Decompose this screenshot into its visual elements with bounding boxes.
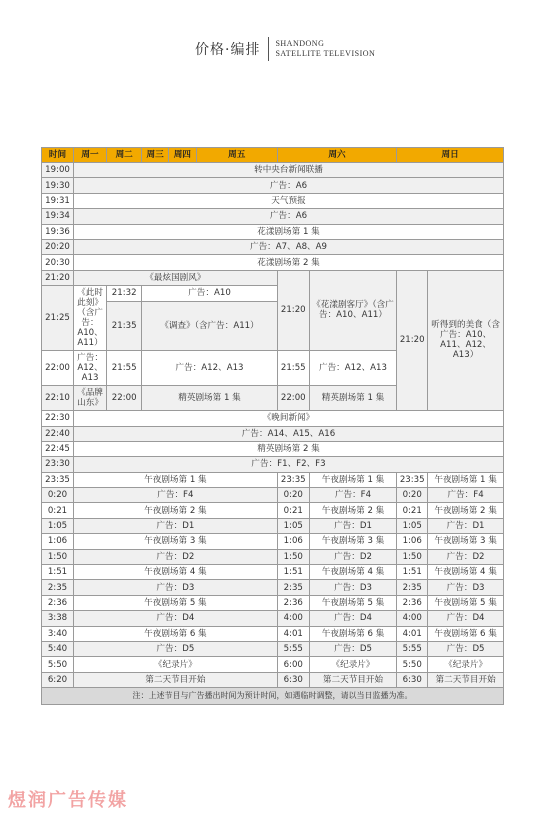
table-row	[42, 626, 504, 641]
page-header	[187, 36, 375, 62]
col-tue: 周二	[107, 148, 142, 163]
sun-program-cell: 午夜剧场第 2 集	[428, 503, 504, 518]
sun-time-cell: 1:05	[397, 518, 428, 533]
table-row	[42, 641, 504, 656]
sun-time-cell: 1:50	[397, 549, 428, 564]
table-row	[42, 441, 504, 456]
table-header-row	[42, 148, 504, 163]
sub-time-cell: 21:32	[107, 286, 142, 301]
sun-time-cell: 0:20	[397, 488, 428, 503]
sun-time-cell: 5:50	[397, 657, 428, 672]
sat-time-cell: 1:51	[277, 565, 309, 580]
table-row	[42, 672, 504, 687]
sat-program-cell: 广告：D2	[309, 549, 397, 564]
time-cell: 1:51	[42, 565, 74, 580]
sat-program-cell: 广告：D3	[309, 580, 397, 595]
sun-program-cell: 广告：D4	[428, 611, 504, 626]
sat-program-cell: 《花漾剧客厅》（含广告：A10、A11）	[309, 270, 397, 350]
sub-time-cell: 22:00	[107, 386, 142, 411]
time-cell: 5:40	[42, 641, 74, 656]
table-row	[42, 224, 504, 239]
table-row	[42, 193, 504, 208]
time-cell: 19:34	[42, 209, 74, 224]
schedule-table	[41, 147, 504, 705]
sat-time-cell: 21:20	[277, 270, 309, 350]
sun-time-cell: 23:35	[397, 472, 428, 487]
mon-program-cell: 《品牌山东》	[74, 386, 107, 411]
time-cell: 0:21	[42, 503, 74, 518]
col-sat: 周六	[277, 148, 397, 163]
sun-program-cell: 午夜剧场第 1 集	[428, 472, 504, 487]
sub-time-cell: 21:55	[107, 351, 142, 386]
time-cell: 19:30	[42, 178, 74, 193]
time-cell: 22:30	[42, 411, 74, 426]
sat-time-cell: 2:35	[277, 580, 309, 595]
time-cell: 1:05	[42, 518, 74, 533]
program-cell: 《最炫国剧风》	[74, 270, 278, 285]
sun-time-cell: 2:36	[397, 595, 428, 610]
sun-program-cell: 午夜剧场第 6 集	[428, 626, 504, 641]
sat-program-cell: 广告：F4	[309, 488, 397, 503]
program-cell: 广告：A6	[74, 209, 504, 224]
time-cell: 23:35	[42, 472, 74, 487]
time-cell: 2:35	[42, 580, 74, 595]
sat-time-cell: 0:20	[277, 488, 309, 503]
weekday-program-cell: 广告：D3	[74, 580, 278, 595]
sat-program-cell: 《纪录片》	[309, 657, 397, 672]
table-row	[42, 549, 504, 564]
sun-program-cell: 广告：F4	[428, 488, 504, 503]
sat-program-cell: 午夜剧场第 1 集	[309, 472, 397, 487]
sun-time-cell: 4:01	[397, 626, 428, 641]
sat-time-cell: 6:30	[277, 672, 309, 687]
program-cell: 花漾剧场第 2 集	[74, 255, 504, 270]
weekday-program-cell: 广告：F4	[74, 488, 278, 503]
sat-program-cell: 午夜剧场第 5 集	[309, 595, 397, 610]
sat-time-cell: 1:05	[277, 518, 309, 533]
program-cell: 广告：A14、A15、A16	[74, 426, 504, 441]
sun-time-cell: 0:21	[397, 503, 428, 518]
sat-program-cell: 第二天节目开始	[309, 672, 397, 687]
weekday-program-cell: 午夜剧场第 6 集	[74, 626, 278, 641]
col-time: 时间	[42, 148, 74, 163]
sun-program-cell: 广告：D5	[428, 641, 504, 656]
time-cell: 22:10	[42, 386, 74, 411]
table-row	[42, 518, 504, 533]
table-row	[42, 580, 504, 595]
weekday-program-cell: 午夜剧场第 5 集	[74, 595, 278, 610]
sat-time-cell: 0:21	[277, 503, 309, 518]
time-cell: 22:40	[42, 426, 74, 441]
sun-program-cell: 《纪录片》	[428, 657, 504, 672]
time-cell: 3:40	[42, 626, 74, 641]
table-row	[42, 503, 504, 518]
header-en-line2: SATELLITE TELEVISION	[275, 49, 376, 58]
program-cell: 《晚间新闻》	[74, 411, 504, 426]
sat-time-cell: 6:00	[277, 657, 309, 672]
weekday-program-cell: 午夜剧场第 4 集	[74, 565, 278, 580]
time-cell: 22:00	[42, 351, 74, 386]
sat-time-cell: 4:01	[277, 626, 309, 641]
sat-time-cell: 4:00	[277, 611, 309, 626]
time-cell: 22:45	[42, 441, 74, 456]
sat-program-cell: 广告：D5	[309, 641, 397, 656]
mon-program-cell: 广告：A12、A13	[74, 351, 107, 386]
col-sun: 周日	[397, 148, 504, 163]
header-title-cn: 价格·编排	[195, 42, 261, 58]
table-row	[42, 611, 504, 626]
time-cell: 20:30	[42, 255, 74, 270]
sat-program-cell: 精英剧场第 1 集	[309, 386, 397, 411]
sat-time-cell: 22:00	[277, 386, 309, 411]
time-cell: 0:20	[42, 488, 74, 503]
weekday-program-cell: 广告：D5	[74, 641, 278, 656]
weekday-program-cell: 午夜剧场第 2 集	[74, 503, 278, 518]
program-cell: 天气预报	[74, 193, 504, 208]
sat-program-cell: 午夜剧场第 4 集	[309, 565, 397, 580]
col-thu: 周四	[168, 148, 196, 163]
time-cell: 1:50	[42, 549, 74, 564]
table-row	[42, 457, 504, 472]
weekday-program-cell: 广告：D1	[74, 518, 278, 533]
table-row	[42, 209, 504, 224]
sun-program-cell: 午夜剧场第 5 集	[428, 595, 504, 610]
weekday-program-cell: 广告：D4	[74, 611, 278, 626]
sun-time-cell: 4:00	[397, 611, 428, 626]
weekday-program-cell: 午夜剧场第 1 集	[74, 472, 278, 487]
program-cell: 精英剧场第 1 集	[142, 386, 277, 411]
program-cell: 转中央台新闻联播	[74, 163, 504, 178]
weekday-program-cell: 第二天节目开始	[74, 672, 278, 687]
col-wed: 周三	[142, 148, 169, 163]
table-row	[42, 595, 504, 610]
sat-time-cell: 1:06	[277, 534, 309, 549]
time-cell: 19:31	[42, 193, 74, 208]
sun-program-cell: 午夜剧场第 4 集	[428, 565, 504, 580]
col-fri: 周五	[196, 148, 277, 163]
time-cell: 1:06	[42, 534, 74, 549]
mon-program-cell: 《此时此刻》（含广告：A10、A11）	[74, 286, 107, 351]
time-cell: 5:50	[42, 657, 74, 672]
time-cell: 21:20	[42, 270, 74, 285]
weekday-program-cell: 午夜剧场第 3 集	[74, 534, 278, 549]
time-cell: 23:30	[42, 457, 74, 472]
col-mon: 周一	[74, 148, 107, 163]
sat-program-cell: 广告：A12、A13	[309, 351, 397, 386]
sat-time-cell: 21:55	[277, 351, 309, 386]
time-cell: 19:00	[42, 163, 74, 178]
table-row	[42, 657, 504, 672]
table-row	[42, 239, 504, 254]
sun-time-cell: 5:55	[397, 641, 428, 656]
sun-program-cell: 午夜剧场第 3 集	[428, 534, 504, 549]
sat-program-cell: 广告：D1	[309, 518, 397, 533]
sub-time-cell: 21:35	[107, 301, 142, 351]
footnote: 注：上述节目与广告播出时间为预计时间，如遇临时调整，请以当日监播为准。	[42, 688, 504, 705]
sun-program-cell: 第二天节目开始	[428, 672, 504, 687]
sat-program-cell: 广告：D4	[309, 611, 397, 626]
sun-time-cell: 6:30	[397, 672, 428, 687]
time-cell: 20:20	[42, 239, 74, 254]
time-cell: 6:20	[42, 672, 74, 687]
sat-time-cell: 5:55	[277, 641, 309, 656]
table-row	[42, 411, 504, 426]
table-row	[42, 565, 504, 580]
sun-program-cell: 广告：D1	[428, 518, 504, 533]
program-cell: 精英剧场第 2 集	[74, 441, 504, 456]
table-row	[42, 270, 504, 285]
sun-program-cell: 广告：D3	[428, 580, 504, 595]
sat-program-cell: 午夜剧场第 2 集	[309, 503, 397, 518]
sun-program-cell: 广告：D2	[428, 549, 504, 564]
program-cell: 花漾剧场第 1 集	[74, 224, 504, 239]
sun-time-cell: 1:51	[397, 565, 428, 580]
time-cell: 19:36	[42, 224, 74, 239]
sat-time-cell: 2:36	[277, 595, 309, 610]
sat-program-cell: 午夜剧场第 3 集	[309, 534, 397, 549]
table-row	[42, 163, 504, 178]
program-cell: 广告：F1、F2、F3	[74, 457, 504, 472]
header-en-line1: SHANDONG	[275, 39, 325, 48]
time-cell: 21:25	[42, 286, 74, 351]
sun-time-cell: 1:06	[397, 534, 428, 549]
weekday-program-cell: 《纪录片》	[74, 657, 278, 672]
sat-program-cell: 午夜剧场第 6 集	[309, 626, 397, 641]
watermark: 煜润广告传媒	[8, 790, 128, 811]
sat-time-cell: 23:35	[277, 472, 309, 487]
table-row	[42, 472, 504, 487]
program-cell: 广告：A10	[142, 286, 277, 301]
sun-time-cell: 21:20	[397, 270, 428, 410]
sun-program-cell: 听得到的美食（含广告：A10、A11、A12、A13）	[428, 270, 504, 410]
time-cell: 3:38	[42, 611, 74, 626]
table-row	[42, 178, 504, 193]
sat-time-cell: 1:50	[277, 549, 309, 564]
program-cell: 广告：A7、A8、A9	[74, 239, 504, 254]
header-title-en	[269, 39, 375, 59]
table-row	[42, 255, 504, 270]
table-row	[42, 488, 504, 503]
program-cell: 广告：A6	[74, 178, 504, 193]
program-cell: 广告：A12、A13	[142, 351, 277, 386]
table-row	[42, 534, 504, 549]
time-cell: 2:36	[42, 595, 74, 610]
program-cell: 《调查》（含广告：A11）	[142, 301, 277, 351]
table-note-row	[42, 688, 504, 705]
sun-time-cell: 2:35	[397, 580, 428, 595]
weekday-program-cell: 广告：D2	[74, 549, 278, 564]
table-row	[42, 426, 504, 441]
